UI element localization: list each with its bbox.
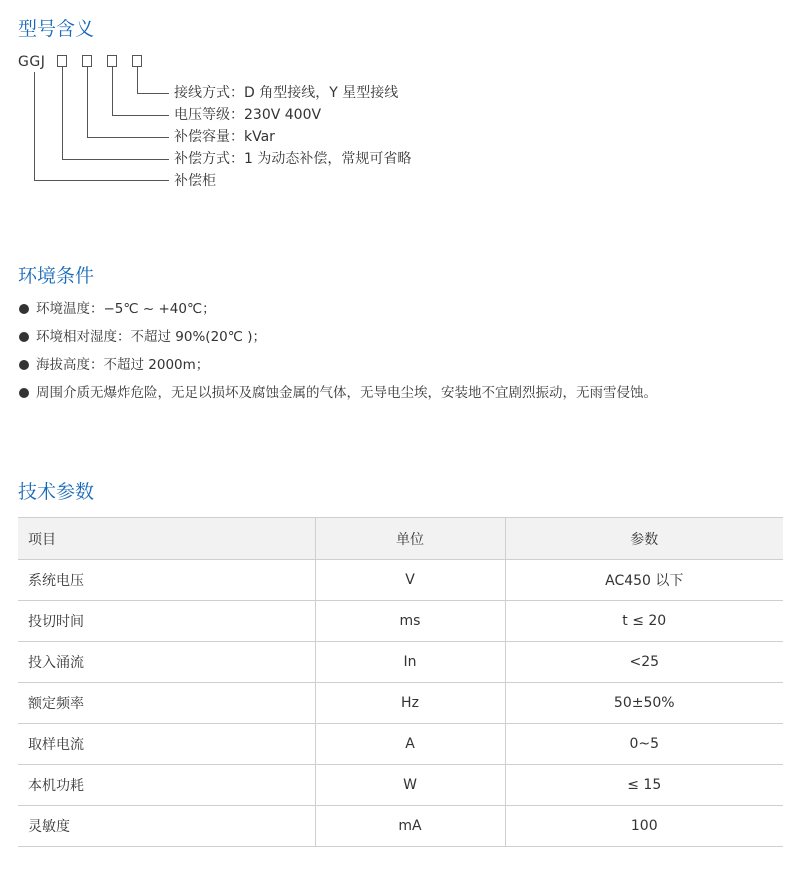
code-box-voltage xyxy=(107,55,117,67)
connector-line xyxy=(62,159,169,160)
connector-line xyxy=(34,72,35,180)
connector-line xyxy=(62,67,63,159)
table-row xyxy=(18,683,783,724)
condition-temperature: 环境温度：−5℃ ~ +40℃； xyxy=(36,301,216,317)
list-item xyxy=(18,323,657,351)
column-header-value: 参数 xyxy=(505,518,783,560)
row-item: 取样电流 xyxy=(18,724,315,765)
row-unit: V xyxy=(315,560,505,601)
row-unit: mA xyxy=(315,806,505,847)
code-box-wiring xyxy=(132,55,142,67)
row-unit: ms xyxy=(315,601,505,642)
code-label-mode: 补偿方式：1 为动态补偿，常规可省略 xyxy=(174,151,412,167)
row-unit: A xyxy=(315,724,505,765)
specs-section-title: 技术参数 xyxy=(18,481,95,503)
connector-line xyxy=(87,67,88,137)
bullet-icon xyxy=(19,332,29,342)
connector-line xyxy=(137,67,138,93)
row-value: 100 xyxy=(505,806,783,847)
table-header-row xyxy=(18,518,783,560)
model-code: GGJ xyxy=(18,54,46,70)
row-item: 投切时间 xyxy=(18,601,315,642)
row-item: 本机功耗 xyxy=(18,765,315,806)
list-item xyxy=(18,379,657,407)
table-row xyxy=(18,601,783,642)
row-value: ≤ 15 xyxy=(505,765,783,806)
table-row xyxy=(18,765,783,806)
table-row xyxy=(18,724,783,765)
code-label-cabinet: 补偿柜 xyxy=(174,173,216,189)
bullet-icon xyxy=(19,304,29,314)
row-value: AC450 以下 xyxy=(505,560,783,601)
model-section-title: 型号含义 xyxy=(18,18,95,40)
code-label-voltage: 电压等级：230V 400V xyxy=(174,107,322,123)
row-value: 0~5 xyxy=(505,724,783,765)
row-unit: In xyxy=(315,642,505,683)
row-item: 额定频率 xyxy=(18,683,315,724)
row-unit: Hz xyxy=(315,683,505,724)
row-value: <25 xyxy=(505,642,783,683)
row-item: 灵敏度 xyxy=(18,806,315,847)
condition-medium: 周围介质无爆炸危险，无足以损坏及腐蚀金属的气体，无导电尘埃，安装地不宜剧烈振动，无雨雪侵蚀。 xyxy=(36,385,657,401)
bullet-icon xyxy=(19,388,29,398)
column-header-item: 项目 xyxy=(18,518,315,560)
row-item: 投入涌流 xyxy=(18,642,315,683)
table-row xyxy=(18,806,783,847)
row-unit: W xyxy=(315,765,505,806)
connector-line xyxy=(112,67,113,115)
condition-altitude: 海拔高度：不超过 2000m； xyxy=(36,357,210,373)
connector-line xyxy=(34,180,169,181)
row-value: t ≤ 20 xyxy=(505,601,783,642)
table-row xyxy=(18,642,783,683)
bullet-icon xyxy=(19,360,29,370)
code-box-capacity xyxy=(82,55,92,67)
connector-line xyxy=(112,115,169,116)
code-label-wiring: 接线方式：D 角型接线，Y 星型接线 xyxy=(174,85,399,101)
environment-list xyxy=(18,295,657,407)
connector-line xyxy=(137,93,169,94)
row-value: 50±50% xyxy=(505,683,783,724)
condition-humidity: 环境相对湿度：不超过 90%(20℃ )； xyxy=(36,329,266,345)
connector-line xyxy=(87,137,169,138)
column-header-unit: 单位 xyxy=(315,518,505,560)
environment-section-title: 环境条件 xyxy=(18,265,95,287)
code-box-compensation-mode xyxy=(57,55,67,67)
list-item xyxy=(18,295,657,323)
code-label-capacity: 补偿容量：kVar xyxy=(174,129,275,145)
spec-table xyxy=(18,517,783,847)
table-row xyxy=(18,560,783,601)
list-item xyxy=(18,351,657,379)
row-item: 系统电压 xyxy=(18,560,315,601)
